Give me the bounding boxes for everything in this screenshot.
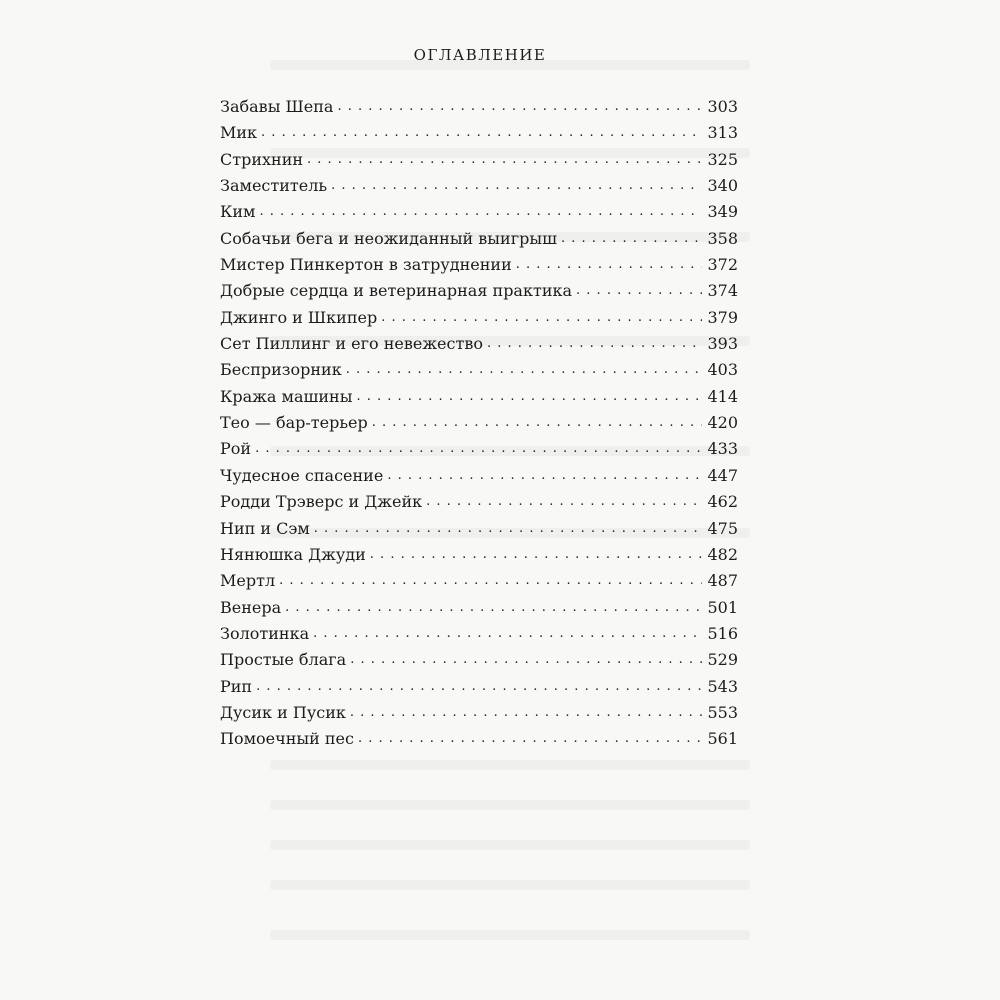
toc-entry [220, 94, 738, 120]
toc-entry-title: Сет Пиллинг и его невежество [220, 334, 483, 354]
toc-entry-title: Собачьи бега и неожиданный выигрыш [220, 228, 557, 248]
dot-leader [487, 334, 702, 350]
toc-entry-page-number: 487 [707, 571, 738, 591]
dot-leader [576, 281, 702, 297]
toc-entry-page-number: 516 [707, 623, 738, 643]
toc-entry [220, 173, 738, 199]
dot-leader [260, 202, 703, 218]
toc-entry [220, 621, 738, 647]
dot-leader [561, 229, 702, 245]
toc-entry-page-number: 313 [707, 123, 738, 143]
toc-entry-page-number: 393 [707, 334, 738, 354]
toc-entry-page-number: 433 [707, 439, 738, 459]
toc-entry-title: Беспризорник [220, 360, 342, 380]
toc-entry [220, 436, 738, 462]
toc-entry-title: Тео — бар-терьер [220, 413, 368, 433]
dot-leader [350, 650, 702, 666]
dot-leader [356, 387, 702, 403]
toc-entry-title: Джинго и Шкипер [220, 307, 378, 327]
toc-entry [220, 199, 738, 225]
toc-entry-page-number: 447 [707, 465, 738, 485]
toc-entry-title: Стрихнин [220, 149, 304, 169]
toc-entry [220, 147, 738, 173]
toc-entry-title: Забавы Шепа [220, 97, 334, 116]
toc-entry-page-number: 340 [707, 176, 738, 196]
bleed-through-text [270, 800, 750, 810]
toc-entry-title: Чудесное спасение [220, 465, 384, 485]
toc-entry [220, 226, 738, 252]
dot-leader [331, 176, 702, 192]
toc-entry-title: Рип [220, 676, 253, 696]
toc-entry [220, 568, 738, 594]
toc-entry-page-number: 325 [707, 149, 738, 169]
toc-entry [220, 384, 738, 410]
toc-entry-page-number: 553 [707, 702, 738, 722]
toc-entry [220, 305, 738, 331]
toc-entry [220, 542, 738, 568]
bleed-through-text [270, 930, 750, 940]
toc-entry-page-number: 349 [707, 202, 738, 222]
toc-entry-page-number: 475 [707, 518, 738, 538]
dot-leader [337, 97, 702, 113]
toc-entry [220, 674, 738, 700]
dot-leader [350, 703, 702, 719]
toc-entry-title: Нип и Сэм [220, 518, 310, 538]
toc-entry [220, 489, 738, 515]
dot-leader [256, 677, 702, 693]
toc-entry-title: Золотинка [220, 623, 310, 643]
toc-entry [220, 647, 738, 673]
dot-leader [370, 545, 702, 561]
toc-entry-title: Простые блага [220, 650, 347, 670]
toc-entry-title: Кража машины [220, 386, 353, 406]
toc-entry-page-number: 379 [707, 307, 738, 327]
toc-entry-title: Рой [220, 439, 252, 459]
dot-leader [314, 519, 702, 535]
toc-entry [220, 410, 738, 436]
toc-entry [220, 252, 738, 278]
dot-leader [372, 413, 702, 429]
toc-entry [220, 278, 738, 304]
toc-entry-title: Нянюшка Джуди [220, 544, 366, 564]
toc-entry-title: Заместитель [220, 176, 328, 196]
toc-entry-page-number: 374 [707, 281, 738, 301]
toc-entry-page-number: 414 [707, 386, 738, 406]
toc-entry-page-number: 420 [707, 413, 738, 433]
toc-entry-page-number: 543 [707, 676, 738, 696]
toc-entry [220, 120, 738, 146]
toc-entry [220, 516, 738, 542]
toc-heading: ОГЛАВЛЕНИЕ [413, 46, 547, 64]
toc-entry [220, 595, 738, 621]
table-of-contents [220, 94, 738, 753]
toc-entry-title: Ким [220, 202, 256, 222]
dot-leader [381, 308, 702, 324]
dot-leader [307, 150, 702, 166]
dot-leader [516, 255, 702, 271]
dot-leader [279, 571, 702, 587]
dot-leader [426, 492, 702, 508]
dot-leader [285, 598, 702, 614]
toc-entry-page-number: 462 [707, 492, 738, 512]
toc-entry-title: Дусик и Пусик [220, 702, 346, 722]
toc-entry-page-number: 403 [707, 360, 738, 380]
toc-entry-page-number: 561 [707, 729, 738, 749]
toc-entry-page-number: 303 [707, 97, 738, 116]
dot-leader [387, 466, 702, 482]
toc-entry [220, 331, 738, 357]
toc-entry-title: Мик [220, 123, 258, 143]
toc-entry [220, 726, 738, 752]
toc-entry-title: Родди Трэверс и Джейк [220, 492, 423, 512]
toc-entry-page-number: 501 [707, 597, 738, 617]
toc-entry-title: Добрые сердца и ветеринарная практика [220, 281, 573, 301]
toc-entry [220, 700, 738, 726]
toc-entry-page-number: 358 [707, 228, 738, 248]
toc-entry-title: Мистер Пинкертон в затруднении [220, 255, 512, 275]
toc-entry [220, 463, 738, 489]
dot-leader [346, 360, 702, 376]
toc-entry-title: Венера [220, 597, 282, 617]
dot-leader [313, 624, 702, 640]
toc-entry-page-number: 529 [707, 650, 738, 670]
bleed-through-text [270, 880, 750, 890]
bleed-through-text [270, 840, 750, 850]
toc-entry-title: Помоечный пес [220, 729, 354, 749]
dot-leader [261, 123, 702, 139]
dot-leader [255, 439, 702, 455]
dot-leader [358, 729, 702, 745]
toc-entry [220, 357, 738, 383]
bleed-through-text [270, 760, 750, 770]
toc-entry-page-number: 482 [707, 544, 738, 564]
toc-entry-title: Мертл [220, 571, 276, 591]
toc-entry-page-number: 372 [707, 255, 738, 275]
